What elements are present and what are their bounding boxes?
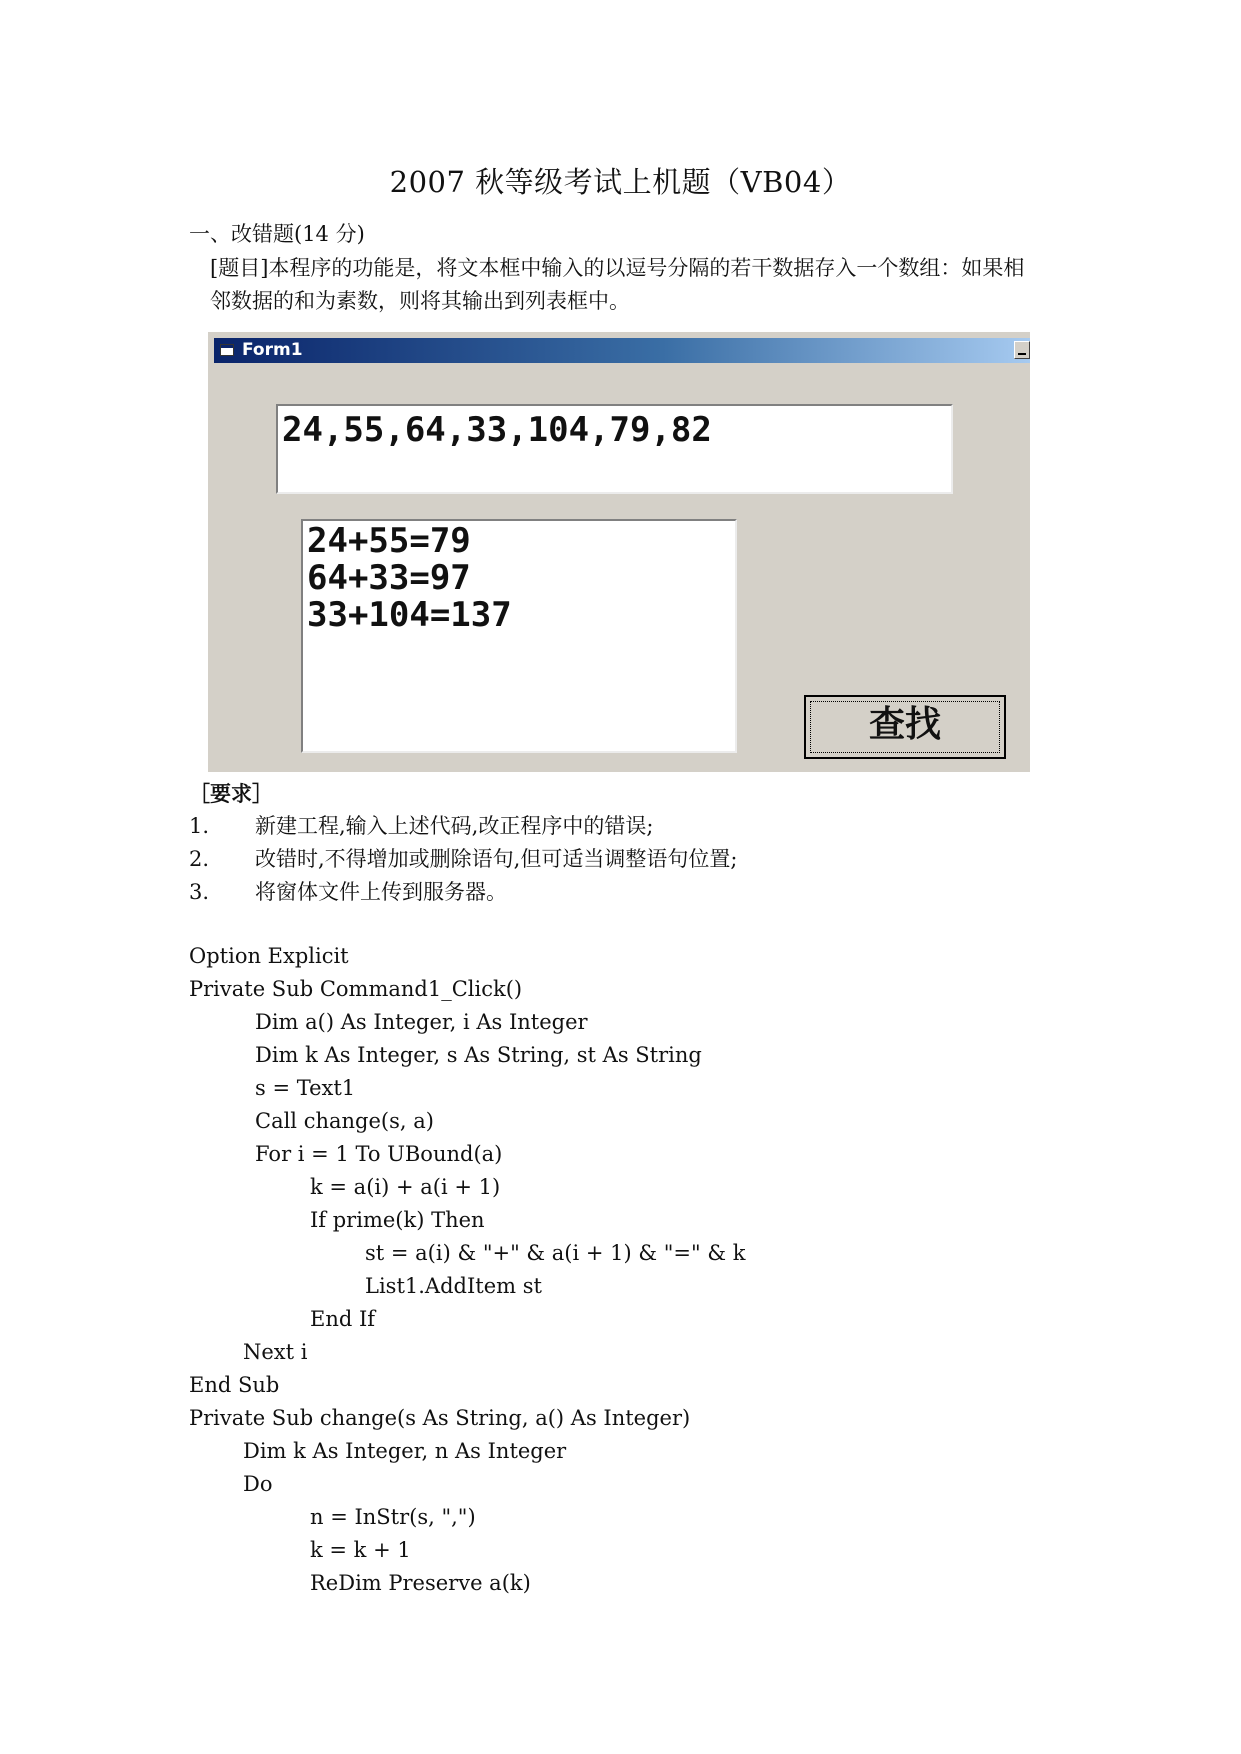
requirement-item [189,843,737,873]
requirement-item [189,876,507,906]
code-line: n = InStr(s, ",") [310,1505,476,1529]
list-item[interactable]: 33+104=137 [307,595,512,635]
list-item[interactable]: 64+33=97 [307,558,471,598]
requirement-number: 3. [189,880,210,904]
code-line: ReDim Preserve a(k) [310,1571,531,1595]
code-listing [189,940,745,1600]
code-line: k = k + 1 [310,1538,411,1562]
code-line: Dim k As Integer, s As String, st As String [255,1043,702,1067]
requirement-text: 将窗体文件上传到服务器。 [255,880,507,904]
code-line: st = a(i) & "+" & a(i + 1) & "=" & k [365,1241,746,1265]
section-heading: 一、改错题(14 分) [189,222,365,246]
minimize-icon[interactable] [1014,341,1030,359]
form-window-icon [220,344,234,356]
code-line: Private Sub change(s As String, a() As Integer) [189,1406,691,1430]
code-line: Private Sub Command1_Click() [189,977,523,1001]
form-title: Form1 [242,340,303,360]
code-line: Option Explicit [189,944,349,968]
requirement-number: 1. [189,814,210,838]
code-line: List1.AddItem st [365,1274,542,1298]
code-line: Call change(s, a) [255,1109,434,1133]
description-line-1: [题目]本程序的功能是，将文本框中输入的以逗号分隔的若干数据存入一个数组：如果相 [210,256,1025,280]
description-line-2: 邻数据的和为素数，则将其输出到列表框中。 [210,289,630,313]
code-line: Do [243,1472,273,1496]
requirements-heading: ［要求］ [189,781,273,806]
code-line: Dim a() As Integer, i As Integer [255,1010,588,1034]
code-line: Next i [243,1340,308,1364]
code-line: For i = 1 To UBound(a) [255,1142,503,1166]
page-title: 2007 秋等级考试上机题（VB04） [389,165,852,199]
text1-input[interactable]: 24,55,64,33,104,79,82 [276,404,953,494]
code-line: End Sub [189,1373,280,1397]
requirement-text: 改错时,不得增加或删除语句,但可适当调整语句位置; [255,847,738,871]
vb-form-window [206,330,1030,772]
code-line: If prime(k) Then [310,1208,485,1232]
code-line: Dim k As Integer, n As Integer [243,1439,567,1463]
requirement-text: 新建工程,输入上述代码,改正程序中的错误; [255,814,654,838]
code-line: End If [310,1307,376,1331]
code-line: s = Text1 [255,1076,356,1100]
list1-listbox[interactable] [301,519,737,753]
code-line: k = a(i) + a(i + 1) [310,1175,501,1199]
requirement-number: 2. [189,847,210,871]
form-titlebar[interactable] [214,338,1030,363]
list-item[interactable]: 24+55=79 [307,521,471,561]
find-button[interactable]: 查找 [804,695,1006,759]
requirement-item [189,810,653,840]
